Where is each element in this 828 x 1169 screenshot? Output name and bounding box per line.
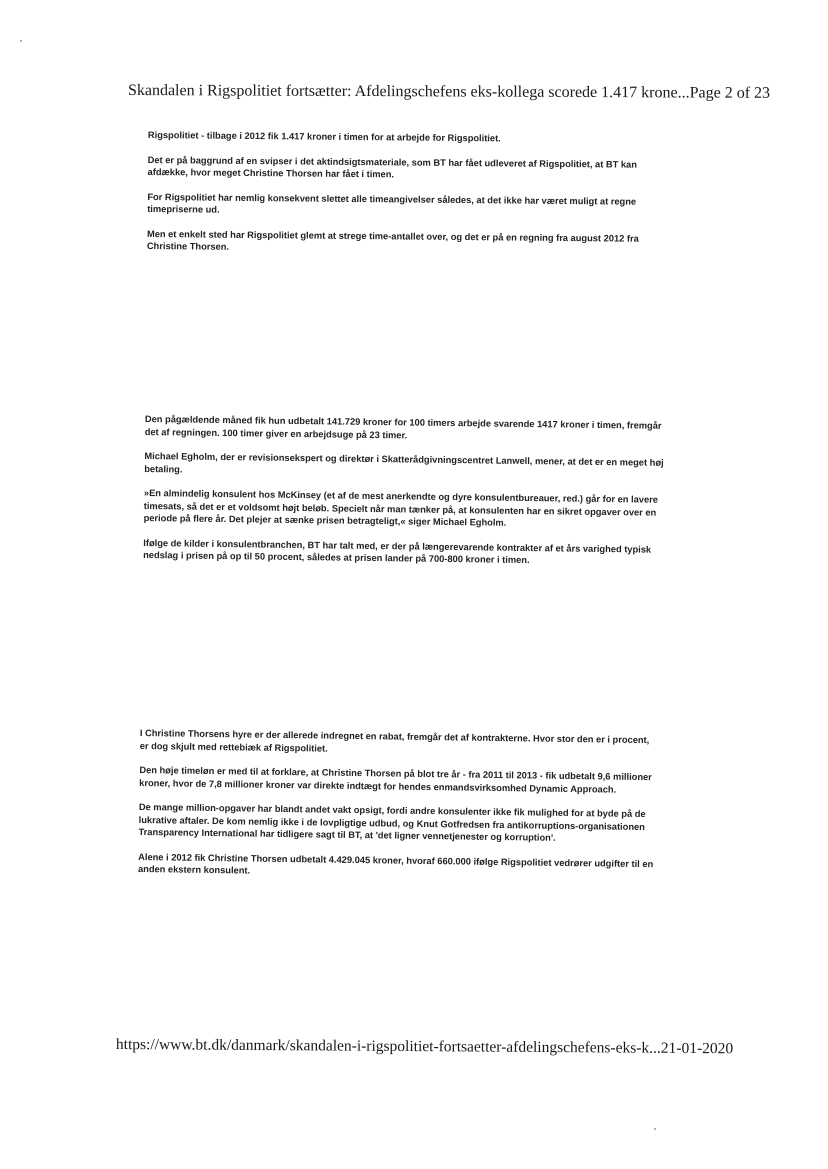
- paragraph: De mange million-opgaver har blandt andet vakt opsigt, fordi andre konsulenter ikke fik mulighed for at byde på de lukrative aftaler. De kom nemlig ikke i de lovpligtige udbud, og Knut Gotfredsen fra antikorruptions-organisationen Transparency International har tidligere sagt til BT, at 'det ligner vennetjenester og korruption'.: [138, 801, 646, 843]
- paragraph: Alene i 2012 fik Christine Thorsen udbetalt 4.429.045 kroner, hvoraf 660.000 ifølge Rigspolitiet vedrører udgifter til en anden ekstern konsulent.: [137, 851, 654, 876]
- footer-url: https://www.bt.dk/danmark/skandalen-i-rigspolitiet-fortsaetter-afdelingschefens-eks-k...: [115, 1036, 661, 1057]
- header-title: Skandalen i Rigspolitiet fortsætter: Afdelingschefens eks-kollega scorede 1.417 krone...: [127, 82, 690, 102]
- paragraph: Men et enkelt sted har Rigspolitiet glemt at strege time-antallet over, og det er på en regning fra august 2012 fra Christine Thorsen.: [146, 228, 639, 252]
- paragraph: Rigspolitiet - tilbage i 2012 fik 1.417 kroner i timen for at arbejde for Rigspolitiet.: [147, 129, 501, 144]
- paragraph: I Christine Thorsens hyre er der allerede indregnet en rabat, fremgår det af kontrakterne. Hvor stor den er i procent, er dog skjult med rettebiæk af Rigspolitiet.: [139, 727, 650, 754]
- header-page-number: Page 2 of 23: [689, 84, 771, 102]
- page-footer: [115, 1036, 734, 1058]
- article-block-2: [143, 413, 665, 580]
- paragraph: Michael Egholm, der er revisionsekspert og direktør i Skatterådgivningscentret Lanwell, mener, at det er en meget høj betaling.: [144, 450, 664, 474]
- footer-date: 21-01-2020: [660, 1039, 734, 1058]
- scan-speck: [654, 1128, 656, 1130]
- paragraph: »En almindelig konsulent hos McKinsey (et af de mest anerkendte og dyre konsulentbureauer, red.) går for en lavere timesats, så det er et voldsomt højt beløb. Specielt når man tænker på, at konsulenten har en sikret opgaver over en periode på flere år. Det plejer at sænke prisen betragteligt,« siger Michael Egholm.: [143, 487, 659, 528]
- scan-speck: [20, 40, 22, 42]
- article-block-3: [138, 727, 660, 895]
- page-header: [127, 82, 771, 103]
- paragraph: Ifølge de kilder i konsulentbranchen, BT har talt med, er der på længerevarende kontrakter af et års varighed typisk nedslag i prisen på op til 50 procent, således at prisen lander på 700-800 kroner i timen.: [143, 537, 652, 566]
- paragraph: Det er på baggrund af en svipser i det aktindsigtsmateriale, som BT har fået udleveret af Rigspolitiet, at BT kan afdække, hvor meget Christine Thorsen har fået i timen.: [147, 154, 637, 180]
- paragraph: Den pågældende måned fik hun udbetalt 141.729 kroner for 100 timers arbejde svarende 1417 kroner i timen, fremgår det af regningen. 100 timer giver en arbejdsuge på 23 timer.: [144, 413, 662, 440]
- article-block-1: [147, 129, 668, 269]
- paragraph: Den høje timeløn er med til at forklare, at Christine Thorsen på blot tre år - fra 2011 til 2013 - fik udbetalt 9,6 millioner kroner, hvor de 7,8 millioner kroner var direkte indtægt for hendes enmandsvirksomhed Dynamic Approach.: [139, 764, 652, 795]
- paragraph: For Rigspolitiet har nemlig konsekvent slettet alle timeangivelser således, at det ikke har været muligt at regne timepriserne ud.: [147, 191, 637, 215]
